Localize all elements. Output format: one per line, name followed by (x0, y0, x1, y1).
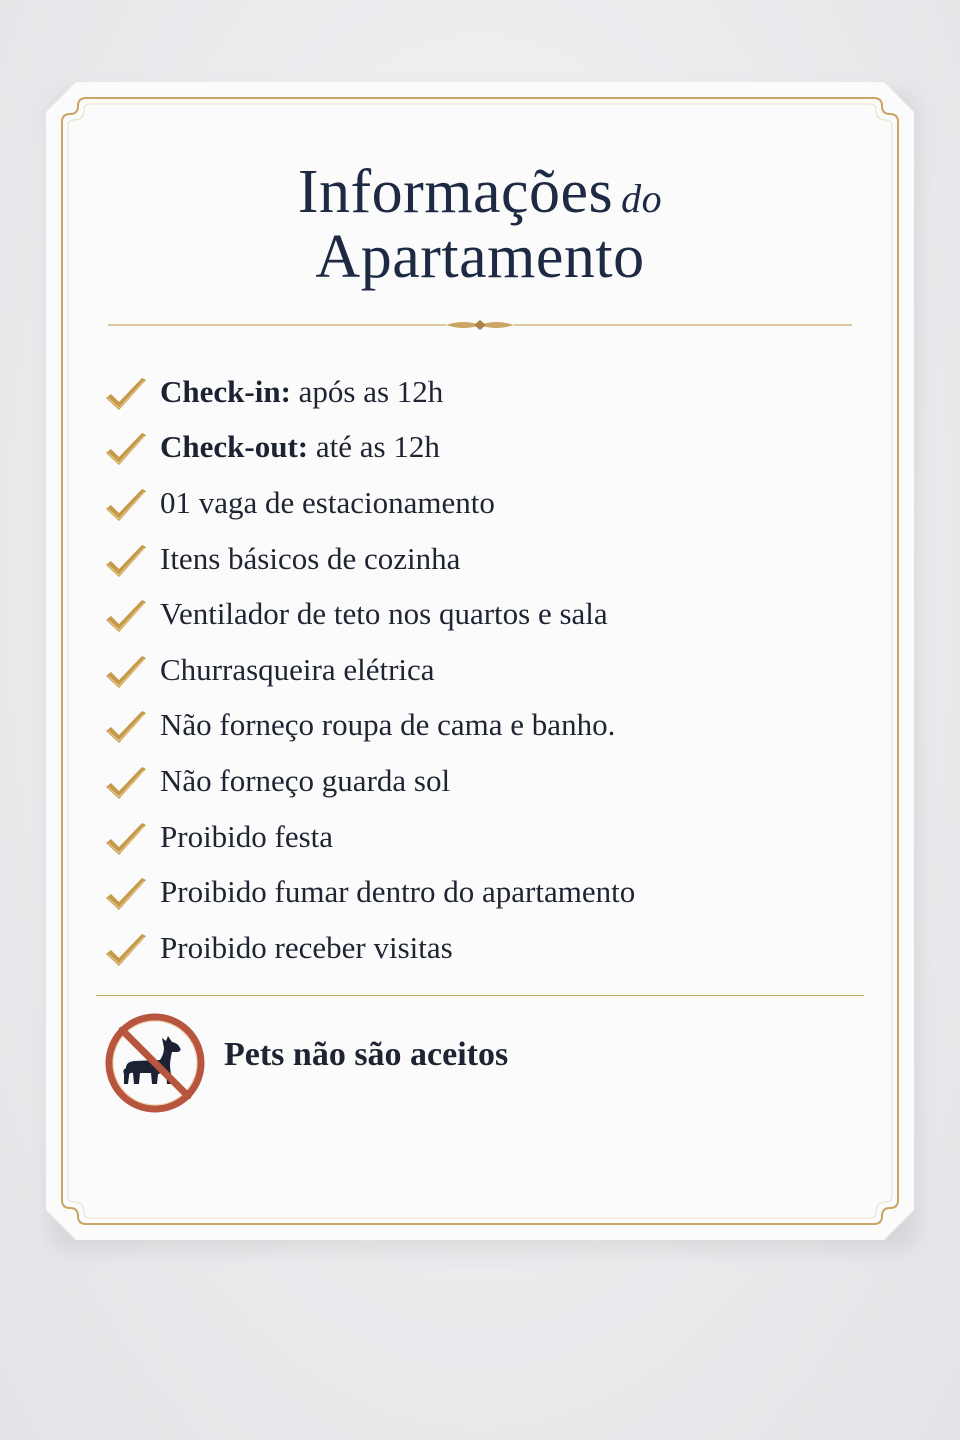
checkmark-icon (102, 376, 150, 416)
checkmark-icon (102, 654, 150, 694)
checkmark-icon (102, 543, 150, 583)
item-text: Ventilador de teto nos quartos e sala (160, 596, 608, 632)
item-text: Não forneço roupa de cama e banho. (160, 707, 616, 743)
list-item (102, 753, 842, 809)
list-item (102, 475, 842, 531)
list-item (102, 586, 842, 642)
item-text: Não forneço guarda sol (160, 762, 451, 798)
list-item (102, 420, 842, 476)
section-divider (96, 995, 864, 996)
checkmark-icon (102, 598, 150, 638)
item-label: Check-in: (160, 373, 291, 409)
checkmark-icon (102, 431, 150, 471)
page-title (110, 160, 850, 290)
list-item (102, 920, 842, 976)
list-item (102, 531, 842, 587)
item-text: Proibido fumar dentro do apartamento (160, 874, 636, 910)
list-item (102, 698, 842, 754)
item-text: Proibido receber visitas (160, 929, 453, 965)
title-line1: Informações (297, 158, 614, 226)
title-line1-small: do (621, 176, 663, 221)
title-line2: Apartamento (315, 223, 645, 292)
item-text: 01 vaga de estacionamento (160, 484, 495, 520)
no-dog-icon (102, 1010, 208, 1116)
checkmark-icon (102, 765, 150, 805)
checkmark-icon (102, 932, 150, 972)
checkmark-icon (102, 821, 150, 861)
item-text: até as 12h (308, 429, 440, 465)
checkmark-icon (102, 876, 150, 916)
item-label: Check-out: (160, 429, 309, 465)
list-item (102, 864, 842, 920)
checkmark-icon (102, 709, 150, 749)
item-text: Itens básicos de cozinha (160, 540, 461, 576)
item-text: após as 12h (290, 373, 444, 409)
pets-notice: Pets não são aceitos (224, 1036, 509, 1073)
list-item (102, 642, 842, 698)
title-ornament-divider (108, 316, 852, 334)
item-text: Churrasqueira elétrica (160, 651, 435, 687)
checkmark-icon (102, 487, 150, 527)
list-item (102, 364, 842, 420)
item-text: Proibido festa (160, 818, 334, 854)
amenities-list (102, 364, 842, 976)
list-item (102, 809, 842, 865)
